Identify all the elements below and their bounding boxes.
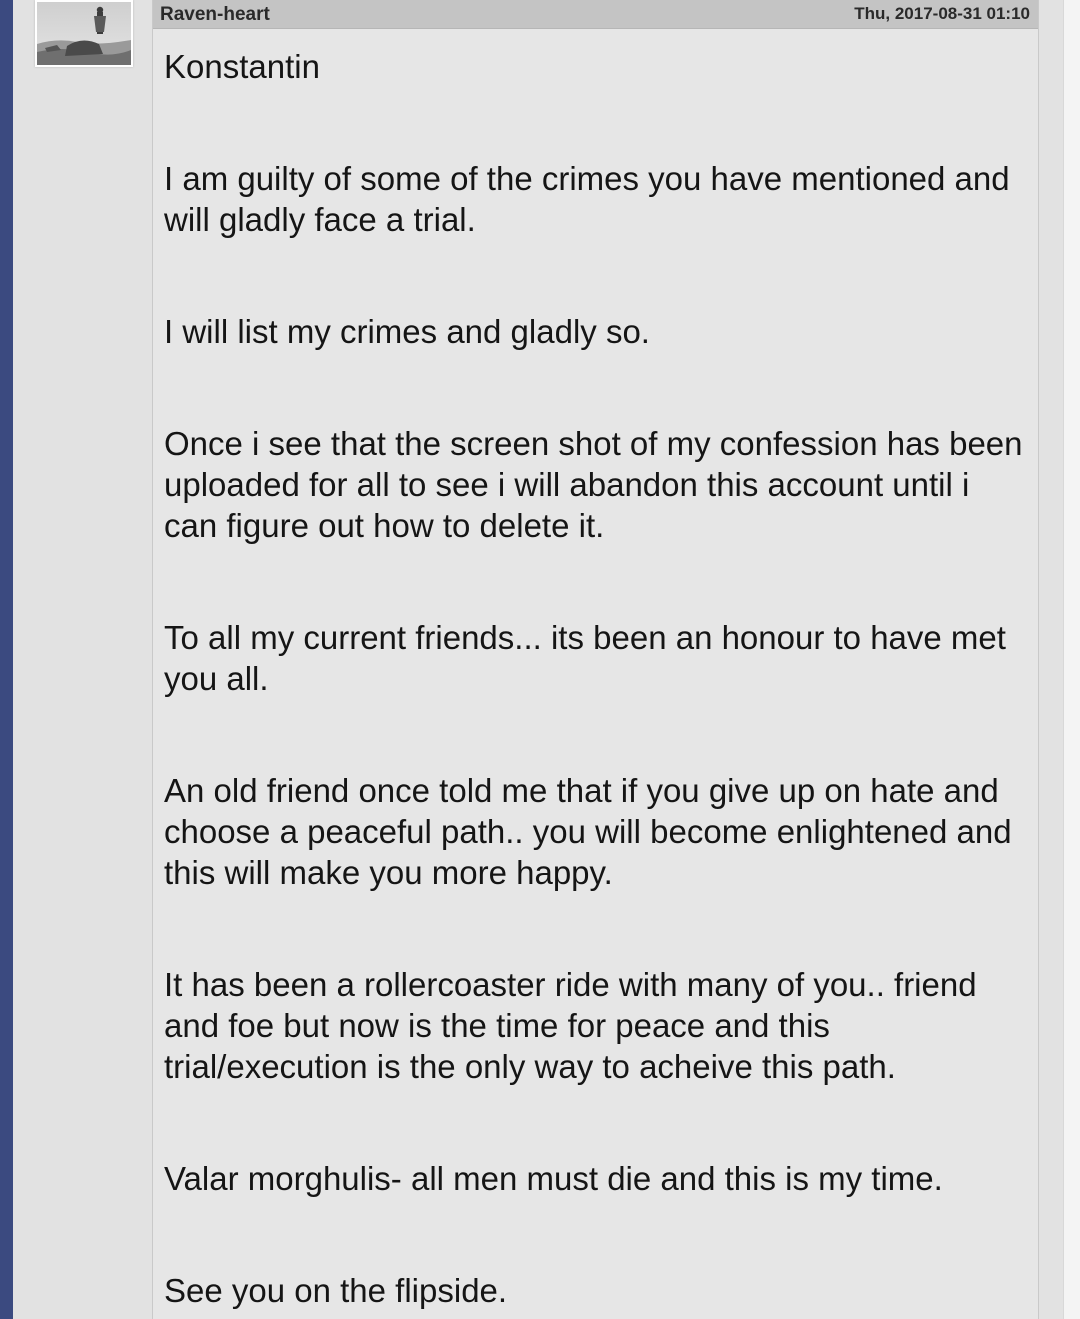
avatar[interactable] [35, 0, 133, 67]
left-accent-strip [0, 0, 13, 1319]
post-paragraph: Once i see that the screen shot of my confession has been uploaded for all to see i will abandon this account until i can figure out how to delete it. [164, 425, 1023, 544]
post-header [153, 0, 1038, 29]
post-timestamp: Thu, 2017-08-31 01:10 [854, 4, 1030, 23]
avatar-photo-icon [37, 2, 131, 65]
post-body [164, 46, 1024, 1319]
post-paragraph: It has been a rollercoaster ride with many of you.. friend and foe but now is the time for peace and this trial/execution is the only way to acheive this path. [164, 966, 977, 1085]
post-paragraph: I am guilty of some of the crimes you have mentioned and will gladly face a trial. [164, 160, 1010, 238]
author-name-link[interactable]: Raven-heart [160, 4, 270, 25]
post-paragraph: Konstantin [164, 48, 320, 85]
post-paragraph: I will list my crimes and gladly so. [164, 313, 650, 350]
right-gutter [1063, 0, 1080, 1319]
post-paragraph: An old friend once told me that if you give up on hate and choose a peaceful path.. you will become enlightened and this will make you more happy. [164, 772, 1012, 891]
post-paragraph: Valar morghulis- all men must die and this is my time. [164, 1160, 943, 1197]
post-paragraph: See you on the flipside. [164, 1272, 508, 1309]
forum-post [152, 0, 1039, 1319]
post-paragraph: To all my current friends... its been an honour to have met you all. [164, 619, 1006, 697]
